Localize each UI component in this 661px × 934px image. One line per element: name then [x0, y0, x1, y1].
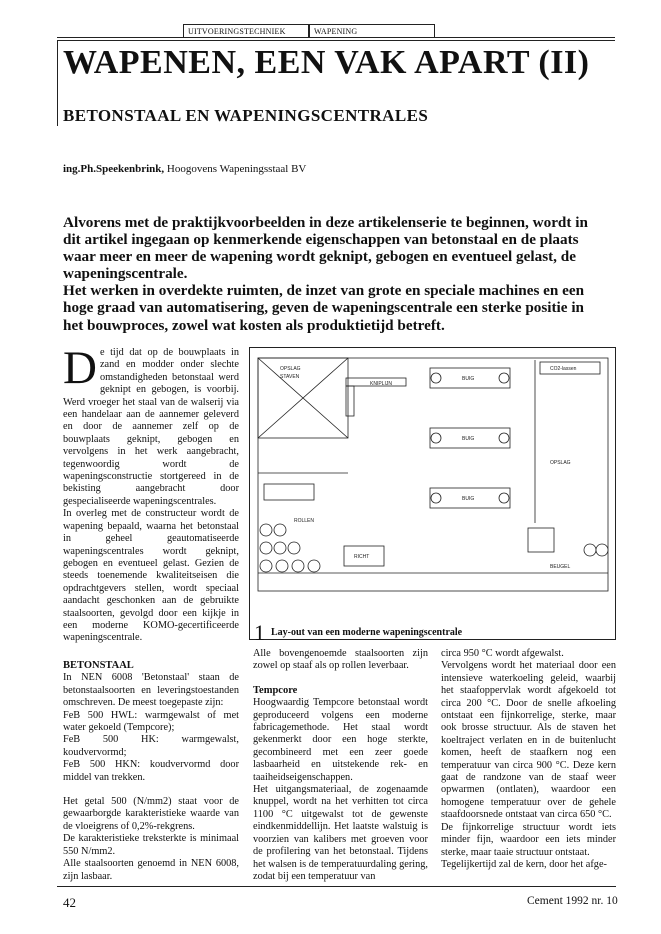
label-opslag-2: OPSLAG — [550, 460, 571, 466]
lede-column — [63, 342, 239, 645]
roll-8 — [292, 560, 304, 572]
label-richt: RICHT — [354, 554, 370, 560]
label-beugel: BEUGEL — [550, 564, 571, 570]
label-buig-2: BUIG — [462, 436, 475, 442]
roll-11 — [596, 544, 608, 556]
col3-paragraph-2: Vervolgens wordt het materiaal door een intensieve waterkoeling geleid, waarbij het staafoppervlak wordt afgekoeld tot circa 200 °C. Door de snelle afkoeling ontstaat een fijnkorrelige, sterke, maar ook brosse structuur. Als de staven het koeltraject verlaten en in de buitenlucht komen, heeft de staafkern nog een temperatuur van circa 900 °C. Deze kern gaat de randzone van de staaf weer opwarmen (ontlaten), waardoor een homogene temperatuur over de gehele staafdoorsnede ontstaat van circa 650 °C. — [441, 660, 616, 821]
col3-paragraph-1: circa 950 °C wordt afgewalst. — [441, 648, 564, 659]
heading-betonstaal: BETONSTAAL — [63, 660, 134, 671]
col3-paragraph-3: De fijnkorrelige structuur wordt iets minder fijn, waardoor een iets minder sterke, maar taaie structuur ontstaat. — [441, 821, 616, 858]
journal-issue: Cement 1992 nr. 10 — [527, 895, 618, 907]
col2-paragraph-3: Het uitgangsmateriaal, de zogenaamde knuppel, wordt na het verhitten tot circa 1100 °C uitgewalst tot de gewenste eindkenmiddellijn. Het laatste walstuig is voorzien van kalibers met groeven voor de profilering van het betonstaal. Tijdens het walsen is de temperatuurdaling gering, zodat bij een temperatuur van — [253, 784, 428, 882]
column-3 — [441, 648, 616, 871]
hall-outline — [258, 358, 608, 591]
coil-3 — [431, 433, 441, 443]
label-kniplijn: KNIPLIJN — [370, 381, 392, 387]
dropcap: D — [63, 342, 97, 394]
label-buig-1: BUIG — [462, 376, 475, 382]
author-line — [63, 163, 306, 175]
layout-figure — [249, 347, 616, 640]
page-number: 42 — [63, 895, 76, 910]
col1-paragraph-5: Het getal 500 (N/mm2) staat voor de gewaarborgde karakteristieke waarde van de vloeigrens of 0,2%-rekgrens. — [63, 796, 239, 832]
col1-paragraph-2: FeB 500 HWL: warmgewalst of met water gekoeld (Tempcore); — [63, 709, 239, 734]
roll-10 — [584, 544, 596, 556]
roll-3 — [260, 542, 272, 554]
label-opslag-1: OPSLAG — [280, 366, 301, 372]
roll-9 — [308, 560, 320, 572]
label-staven: STAVEN — [280, 374, 300, 380]
roll-1 — [260, 524, 272, 536]
col1-paragraph-3: FeB 500 HK: warmgewalst, koudvervormd; — [63, 734, 239, 758]
heading-tempcore: Tempcore — [253, 684, 298, 696]
roll-5 — [288, 542, 300, 554]
coil-1 — [431, 373, 441, 383]
figure-caption-text: Lay-out van een moderne wapeningscentrale — [271, 627, 463, 638]
intro-text — [63, 214, 608, 334]
lede-paragraph-2: In overleg met de constructeur wordt de wapening bepaald, waarna het betonstaal in geheel geautomatiseerde wapeningscentrales wordt geknipt, gebogen en eventueel gelast. Gezien de steeds toenemende kwaliteitseisen die opdrachtgevers stellen, wordt speciaal aandacht geschonken aan de gebruikte staalsoorten, gevolgd door een kijkje in een moderne KOMO-gecertificeerde wapeningscentrale. — [63, 508, 239, 644]
roll-6 — [260, 560, 272, 572]
coil-2 — [499, 373, 509, 383]
col1-paragraph-7: Alle staalsoorten genoemd in NEN 6008, zijn lasbaar. — [63, 858, 239, 882]
intro-paragraph-1: Alvorens met de praktijkvoorbeelden in deze artikelenserie te beginnen, wordt in dit artikel ingegaan op kenmerkende eigenschappen van betonstaal en de plaats waar meer en meer de wapening wordt geknipt, gebogen en eventueel gelast, de wapeningscentrale. — [63, 214, 588, 283]
col2-paragraph-1: Alle bovengenoemde staalsoorten zijn zowel op staaf als op rollen leverbaar. — [253, 648, 428, 672]
machine-block-1 — [264, 484, 314, 500]
col1-paragraph-6: De karakteristieke treksterkte is minimaal 550 N/mm2. — [63, 833, 239, 857]
roll-7 — [276, 560, 288, 572]
col1-paragraph-1: In NEN 6008 'Betonstaal' staan de betonstaalsoorten en leveringstoestanden omschreven. De meest toegepaste zijn: — [63, 672, 239, 709]
intro-paragraph-2: Het werken in overdekte ruimten, de inzet van grote en speciale machines en een hoge graad van automatisering, geven de wapeningscentrale een sterke positie in het bouwproces, zowel wat kosten als produktietijd betreft. — [63, 282, 585, 334]
label-buig-3: BUIG — [462, 496, 475, 502]
column-1 — [63, 660, 239, 883]
roll-4 — [274, 542, 286, 554]
figure-number: 1 — [254, 620, 265, 645]
header-rule-2 — [57, 40, 615, 41]
author-name: ing.Ph.Speekenbrink, — [63, 163, 165, 175]
col1-paragraph-4: FeB 500 HKN: koudvervormd door middel van trekken. — [63, 759, 239, 783]
lede-paragraph-1: e tijd dat op de bouwplaats in zand en modder onder slechte omstandigheden betonstaal werd geknipt en gebogen, is voorbij. Werd vroeger het staal van de walserij via een handelaar aan de aannemer geleverd en door de aannemer zelf op de bouwplaats geknipt, gebogen en vervolgens in het werk aangebracht, tegenwoordig wordt de wapeningsconstructie stortgereed in de bekisting aangebracht door gespecialiseerde wapeningscentrales. — [63, 347, 239, 507]
column-2 — [253, 648, 428, 883]
layout-diagram — [250, 348, 615, 610]
page-subtitle: BETONSTAAL EN WAPENINGSCENTRALES — [63, 106, 429, 125]
label-co2: CO2-lassen — [550, 366, 577, 372]
section-tab-left: UITVOERINGSTECHNIEK — [183, 24, 309, 37]
page-title: WAPENEN, EEN VAK APART (II) — [63, 44, 590, 81]
author-company: Hoogovens Wapeningsstaal BV — [166, 163, 307, 175]
roll-2 — [274, 524, 286, 536]
beugel-machine — [528, 528, 554, 552]
title-rule — [57, 40, 58, 126]
kniplijn-post — [346, 386, 354, 416]
label-rollen: ROLLEN — [294, 518, 315, 524]
coil-5 — [431, 493, 441, 503]
coil-4 — [499, 433, 509, 443]
col2-paragraph-2: Hoogwaardig Tempcore betonstaal wordt geproduceerd volgens een moderne fabricagemethode. Het staal wordt gekenmerkt door een hoge sterkte, gecombineerd met een zeer goede lasbaarheid en uitstekende rek- en taaiheidseigenschappen. — [253, 697, 428, 783]
footer-rule — [57, 886, 616, 887]
col3-paragraph-4: Tegelijkertijd zal de kern, door het afge- — [441, 858, 607, 870]
coil-6 — [499, 493, 509, 503]
section-tab-right: WAPENING — [309, 24, 435, 37]
figure-caption — [254, 615, 463, 645]
